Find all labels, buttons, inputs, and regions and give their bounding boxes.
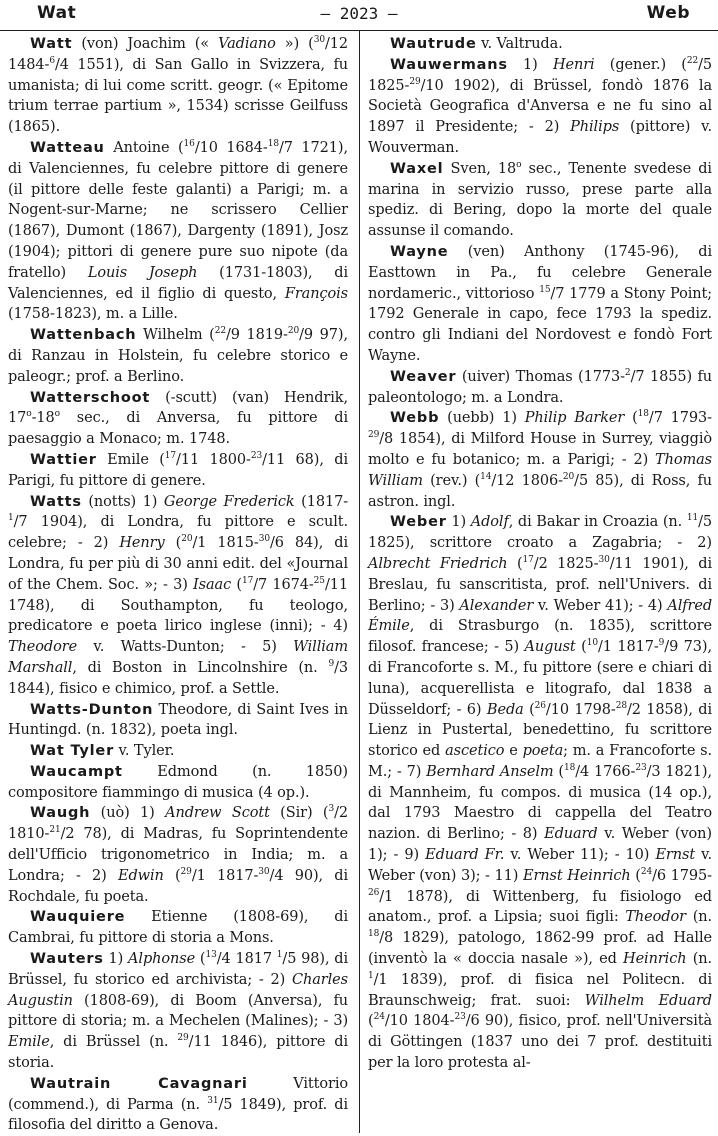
- dictionary-entry: Webb (uebb) 1) Philip Barker ($^{18}$/7 1793-$^{29}$/8 1854), di Milford House in Surrey, viaggiò molto e fu botanico; m. a Parigi; - 2) Thomas William (rev.) ($^{14}$/12 1806-$^{20}$/5 85), di Ross, fu astron. ingl.: [368, 409, 712, 510]
- dictionary-entry: Watts (notts) 1) George Frederick (1817-$^1$/7 1904), di Londra, fu pittore e scult. celebre; - 2) Henry ($^{20}$/1 1815-$^{30}$/6 84), di Londra, fu per più di 30 anni edit. del «Journal of the Chem. Soc. »; - 3) Isaac ($^{17}$/7 1674-$^{25}$/11 1748), di Southampton, fu teologo, predicatore e poeta lirico inglese (inni); - 4) Theodore v. Watts-Dunton; - 5) William Marshall, di Boston in Lincolnshire (n. $^9$/3 1844), fisico e chimico, prof. a Settle.: [8, 493, 348, 697]
- dictionary-entry: Watterschoot (-scutt) (van) Hendrik, 17$^o$-18$^o$ sec., di Anversa, fu pittore di paesaggio a Monaco; m. 1748.: [8, 389, 348, 448]
- column-divider: [359, 30, 360, 1133]
- dictionary-entry: Wautrain Cavagnari Vittorio (commend.), di Parma (n. $^{31}$/5 1849), prof. di filosofia del diritto a Genova.: [8, 1075, 348, 1134]
- dictionary-entry: Waxel Sven, 18$^o$ sec., Tenente svedese di marina in servizio russo, prese parte alla spediz. di Bering, dopo la morte del quale assunse il comando.: [368, 159, 712, 240]
- dictionary-entry: Waugh (uò) 1) Andrew Scott (Sir) ($^3$/2 1810-$^{21}$/2 78), di Madras, fu Soprintendente dell'Ufficio trigonometrico in India; m. a Londra; - 2) Edwin ($^{29}$/1 1817-$^{30}$/4 90), di Rochdale, fu poeta.: [8, 804, 348, 905]
- page-header: [0, 0, 718, 31]
- dictionary-entry: Wauquiere Etienne (1808-69), di Cambrai, fu pittore di storia a Mons.: [8, 909, 348, 947]
- dictionary-entry: Wattenbach Wilhelm ($^{22}$/9 1819-$^{20}$/9 97), di Ranzau in Holstein, fu celebre storico e paleogr.; prof. a Berlino.: [8, 326, 348, 385]
- dictionary-entry: Waucampt Edmond (n. 1850) compositore fiammingo di musica (4 op.).: [8, 763, 348, 801]
- dictionary-entry: Wautrude v. Valtruda.: [390, 36, 563, 52]
- dictionary-entry: Watt (von) Joachim (« Vadiano ») ($^{30}$/12 1484-$^6$/4 1551), di San Gallo in Svizzera, fu umanista; di lui come scritt. geogr. (« Epitome trium terrae partium », 1534) scrisse Geilfuss (1865).: [8, 35, 348, 136]
- left-column: [8, 34, 348, 1136]
- dictionary-entry: Weaver (uiver) Thomas (1773-$^2$/7 1855) fu paleontologo; m. a Londra.: [368, 367, 712, 406]
- right-column: [368, 34, 712, 1074]
- dictionary-entry: Weber 1) Adolf, di Bakar in Croazia (n. $^{11}$/5 1825), scrittore croato a Zagabria; - 2) Albrecht Friedrich ($^{17}$/2 1825-$^{30}$/11 1901), di Breslau, fu sanscritista, prof. nell'Univers. di Berlino; - 3) Alexander v. Weber 41); - 4) Alfred Émile, di Strasburgo (n. 1835), scrittore filosof. francese; - 5) August ($^{10}$/1 1817-$^9$/9 73), di Francoforte s. M., fu pittore (sere e chiari di luna), acquerellista e litografo, dal 1838 a Düsseldorf; - 6) Beda ($^{26}$/10 1798-$^{28}$/2 1858), di Lienz in Pustertal, benedettino, fu scrittore storico ed ascetico e poeta; m. a Francoforte s. M.; - 7) Bernhard Anselm ($^{18}$/4 1766-$^{23}$/3 1821), di Mannheim, fu compos. di musica (14 op.), dal 1793 Maestro di cappella del Teatro nazion. di Berlino; - 8) Eduard v. Weber (von) 1); - 9) Eduard Fr. v. Weber 11); - 10) Ernst v. Weber (von) 3); - 11) Ernst Heinrich ($^{24}$/6 1795-$^{26}$/1 1878), di Wittenberg, fu fisiologo ed anatom., prof. a Lipsia; suoi figli: Theodor (n. $^{18}$/8 1829), patologo, 1862-99 prof. ad Halle (inventò la « doccia nasale »), ed Heinrich (n. $^1$/1 1839), prof. di fisica nel Politecn. di Braunschweig; frat. suoi: Wilhelm Eduard ($^{24}$/10 1804-$^{23}$/6 90), fisico, prof. nell'Università di Göttingen (1837 uno dei 7 prof. destituiti per la loro protesta al-: [368, 513, 713, 1072]
- dictionary-entry: Watts-Dunton Theodore, di Saint Ives in Huntingd. (n. 1832), poeta ingl.: [8, 701, 348, 739]
- dictionary-entry: Wauters 1) Alphonse ($^{13}$/4 1817 $^1$/5 98), di Brüssel, fu storico ed archivista; - 2) Charles Augustin (1808-69), di Boom (Anversa), fu pittore di storia; m. a Mechelen (Malines); - 3) Emile, di Brüssel (n. $^{29}$/11 1846), pittore di storia.: [8, 950, 348, 1072]
- dictionary-entry: Wauwermans 1) Henri (gener.) ($^{22}$/5 1825-$^{29}$/10 1902), di Brüssel, fondò 1876 la Società Geografica d'Anversa e ne fu sino al 1897 il Presidente; - 2) Philips (pittore) v. Wouverman.: [368, 55, 712, 156]
- dictionary-entry: Watteau Antoine ($^{16}$/10 1684-$^{18}$/7 1721), di Valenciennes, fu celebre pittore di genere (il pittore delle feste galanti) a Parigi; m. a Nogent-sur-Marne; ne scrissero Cellier (1867), Dumont (1867), Dargenty (1891), Josz (1904); pittori di genere pure suo nipote (da fratello) Louis Joseph (1731-1803), di Valenciennes, ed il figlio di questo, François (1758-1823), m. a Lille.: [8, 138, 348, 323]
- dictionary-entry: Wattier Emile ($^{17}$/11 1800-$^{23}$/11 68), di Parigi, fu pittore di genere.: [8, 450, 348, 489]
- dictionary-entry: Wat Tyler v. Tyler.: [30, 743, 175, 760]
- header-left-guide-word: Wat: [37, 3, 77, 23]
- dictionary-entry: Wayne (ven) Anthony (1745-96), di Easttown in Pa., fu celebre Generale nordameric., vittorioso $^{15}$/7 1779 a Stony Point; 1792 Generale in capo, fece 1793 la spediz. contro gli Indiani del Nordovest e fondò Fort Wayne.: [368, 243, 712, 364]
- page-number: — 2023 —: [320, 4, 398, 23]
- header-right-guide-word: Web: [646, 3, 690, 23]
